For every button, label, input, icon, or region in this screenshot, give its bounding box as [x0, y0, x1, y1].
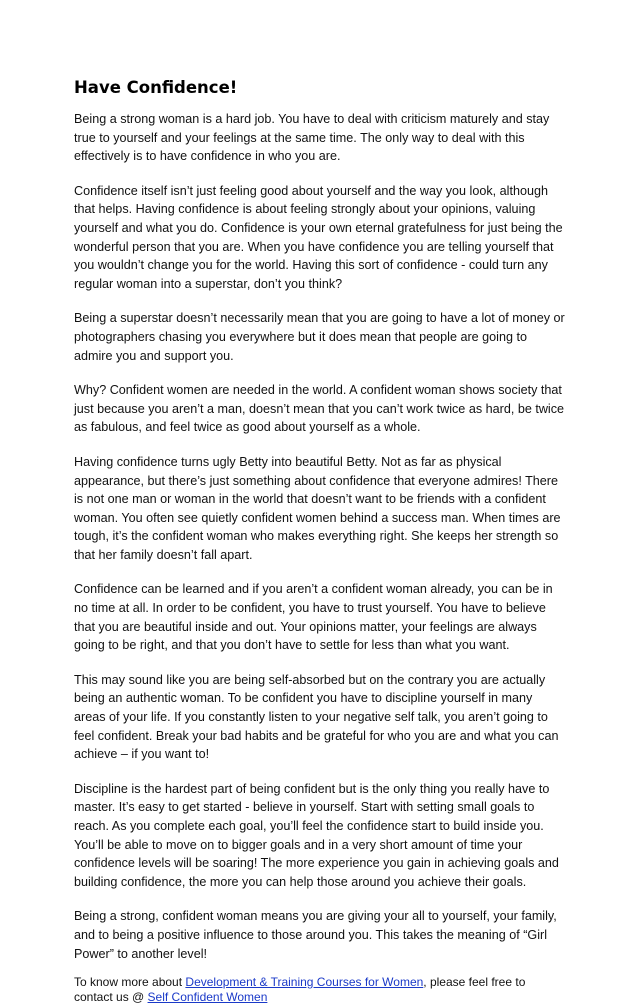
footer-middle: , please feel free to contact us @	[74, 975, 526, 1004]
paragraph-8: Discipline is the hardest part of being confident but is the only thing you really have to master. It’s easy to get started - believe in yourself. Start with setting small goals to reach. As you complete each goal, you’ll feel the confidence start to build inside you. You’ll be able to move on to bigger goals and in a very short amount of time your confidence levels will be soaring! The more experience you gain in achieving goals and building confidence, the more you can help those around you achieve their goals.	[74, 781, 559, 889]
paragraph-1: Being a strong woman is a hard job. You have to deal with criticism maturely and stay true to yourself and your feelings at the same time. The only way to deal with this effectively is to have confidence in who you are.	[74, 112, 550, 164]
paragraph-7: This may sound like you are being self-absorbed but on the contrary you are actually being an authentic woman. To be confident you have to discipline yourself in many areas of your life. If you constantly listen to your negative self talk, you aren’t going to feel confident. Break your bad habits and be grateful for who you are and what you can achieve – if you want to!	[74, 672, 559, 762]
document-page	[74, 78, 566, 1004]
courses-link[interactable]: Development & Training Courses for Women	[185, 975, 424, 990]
paragraph-9: Being a strong, confident woman means you are giving your all to yourself, your family, and to being a positive influence to those around you. This takes the meaning of “Girl Power” to another level!	[74, 909, 557, 961]
footer-prefix: To know more about	[74, 975, 186, 990]
paragraph-4: Why? Confident women are needed in the world. A confident woman shows society that just because you aren’t a man, doesn’t mean that you can’t work twice as hard, be twice as fabulous, and feel twice as good about yourself as a whole.	[74, 383, 565, 435]
paragraph-2: Confidence itself isn’t just feeling good about yourself and the way you look, although that helps. Having confidence is about feeling strongly about your opinions, valuing yourself and what you do. Confidence is your own eternal gratefulness for just being the wonderful person that you are. When you have confidence you are telling yourself that you wouldn’t change you for the world. Having this sort of confidence - could turn any regular woman into a superstar, don’t you think?	[74, 183, 563, 291]
paragraph-5: Having confidence turns ugly Betty into beautiful Betty. Not as far as physical appearance, but there’s just something about confidence that everyone admires! There is not one man or woman in the world that doesn’t want to be friends with a confident woman. You often see quietly confident women behind a success man. When times are tough, it’s the confident woman who makes everything right. She keeps her strength so that her family doesn’t fall apart.	[74, 454, 561, 562]
paragraph-3: Being a superstar doesn’t necessarily mean that you are going to have a lot of money or photographers chasing you everywhere but it does mean that people are going to admire you and support you.	[74, 311, 565, 363]
self-confident-women-link[interactable]: Self Confident Women	[147, 989, 268, 1004]
page-title: Have Confidence!	[74, 78, 238, 97]
footer-contact	[74, 975, 566, 1004]
paragraph-6: Confidence can be learned and if you aren’t a confident woman already, you can be in no time at all. In order to be confident, you have to trust yourself. You have to believe that you are beautiful inside and out. Your opinions matter, your feelings are always going to be right, and that you don’t have to settle for less than what you want.	[74, 582, 553, 653]
